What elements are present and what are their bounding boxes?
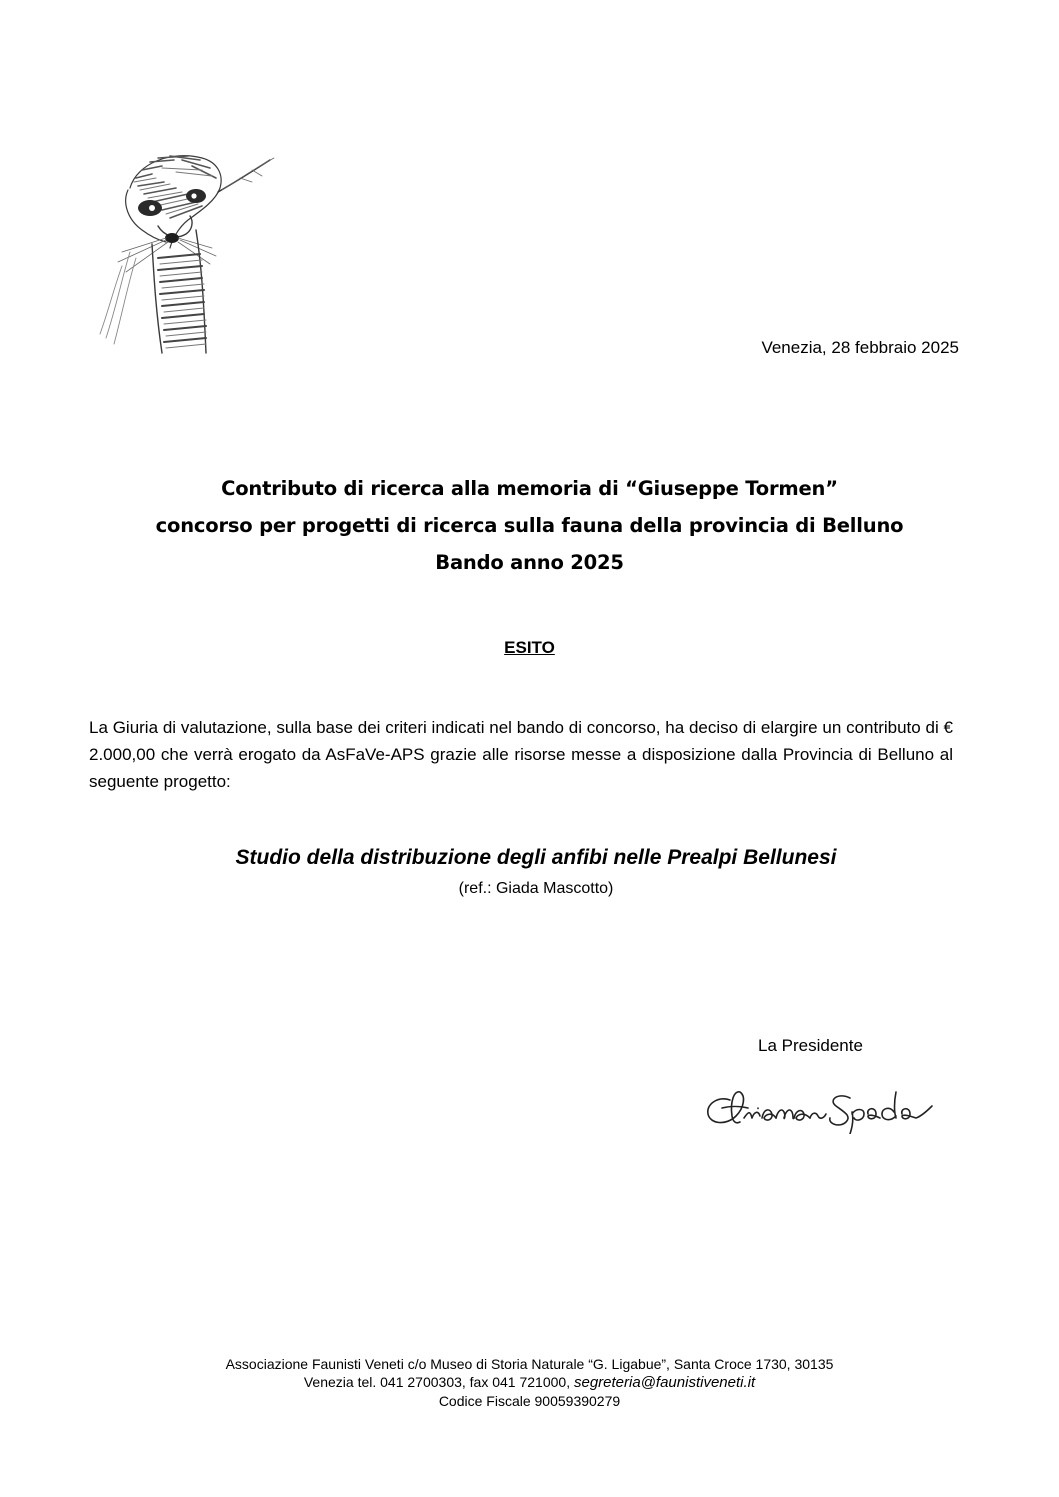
footer-email-link[interactable]: segreteria@faunistiveneti.it [573, 1374, 756, 1391]
outcome-heading: ESITO [504, 638, 555, 657]
document-title [60, 470, 999, 581]
mustelid-sketch-icon [92, 148, 277, 360]
handwritten-signature [700, 1078, 945, 1134]
footer-contacts [0, 1373, 1059, 1392]
title-line-2: concorso per progetti di ricerca sulla fauna della provincia di Belluno [155, 514, 904, 537]
footer [0, 1355, 1059, 1410]
footer-phone-fax: Venezia tel. 041 2700303, fax 041 721000, [303, 1374, 574, 1390]
title-line-3: Bando anno 2025 [435, 551, 624, 574]
date-line: Venezia, 28 febbraio 2025 [761, 338, 959, 357]
signatory-role: La Presidente [758, 1036, 863, 1055]
title-line-1: Contributo di ricerca alla memoria di “Giuseppe Tormen” [221, 477, 838, 500]
project-reference: (ref.: Giada Mascotto) [458, 880, 614, 897]
footer-tax-code: Codice Fiscale 90059390279 [438, 1393, 621, 1409]
project-title: Studio della distribuzione degli anfibi nelle Prealpi Bellunesi [235, 846, 837, 869]
body-paragraph: La Giuria di valutazione, sulla base dei criteri indicati nel bando di concorso, ha deciso di elargire un contributo di € 2.000,00 che verrà erogato da AsFaVe-APS grazie alle risorse messe a disposizione dalla Provincia di Belluno al seguente progetto: [89, 718, 953, 791]
footer-address: Associazione Faunisti Veneti c/o Museo di Storia Naturale “G. Ligabue”, Santa Croce 1730, 30135 [225, 1356, 834, 1372]
